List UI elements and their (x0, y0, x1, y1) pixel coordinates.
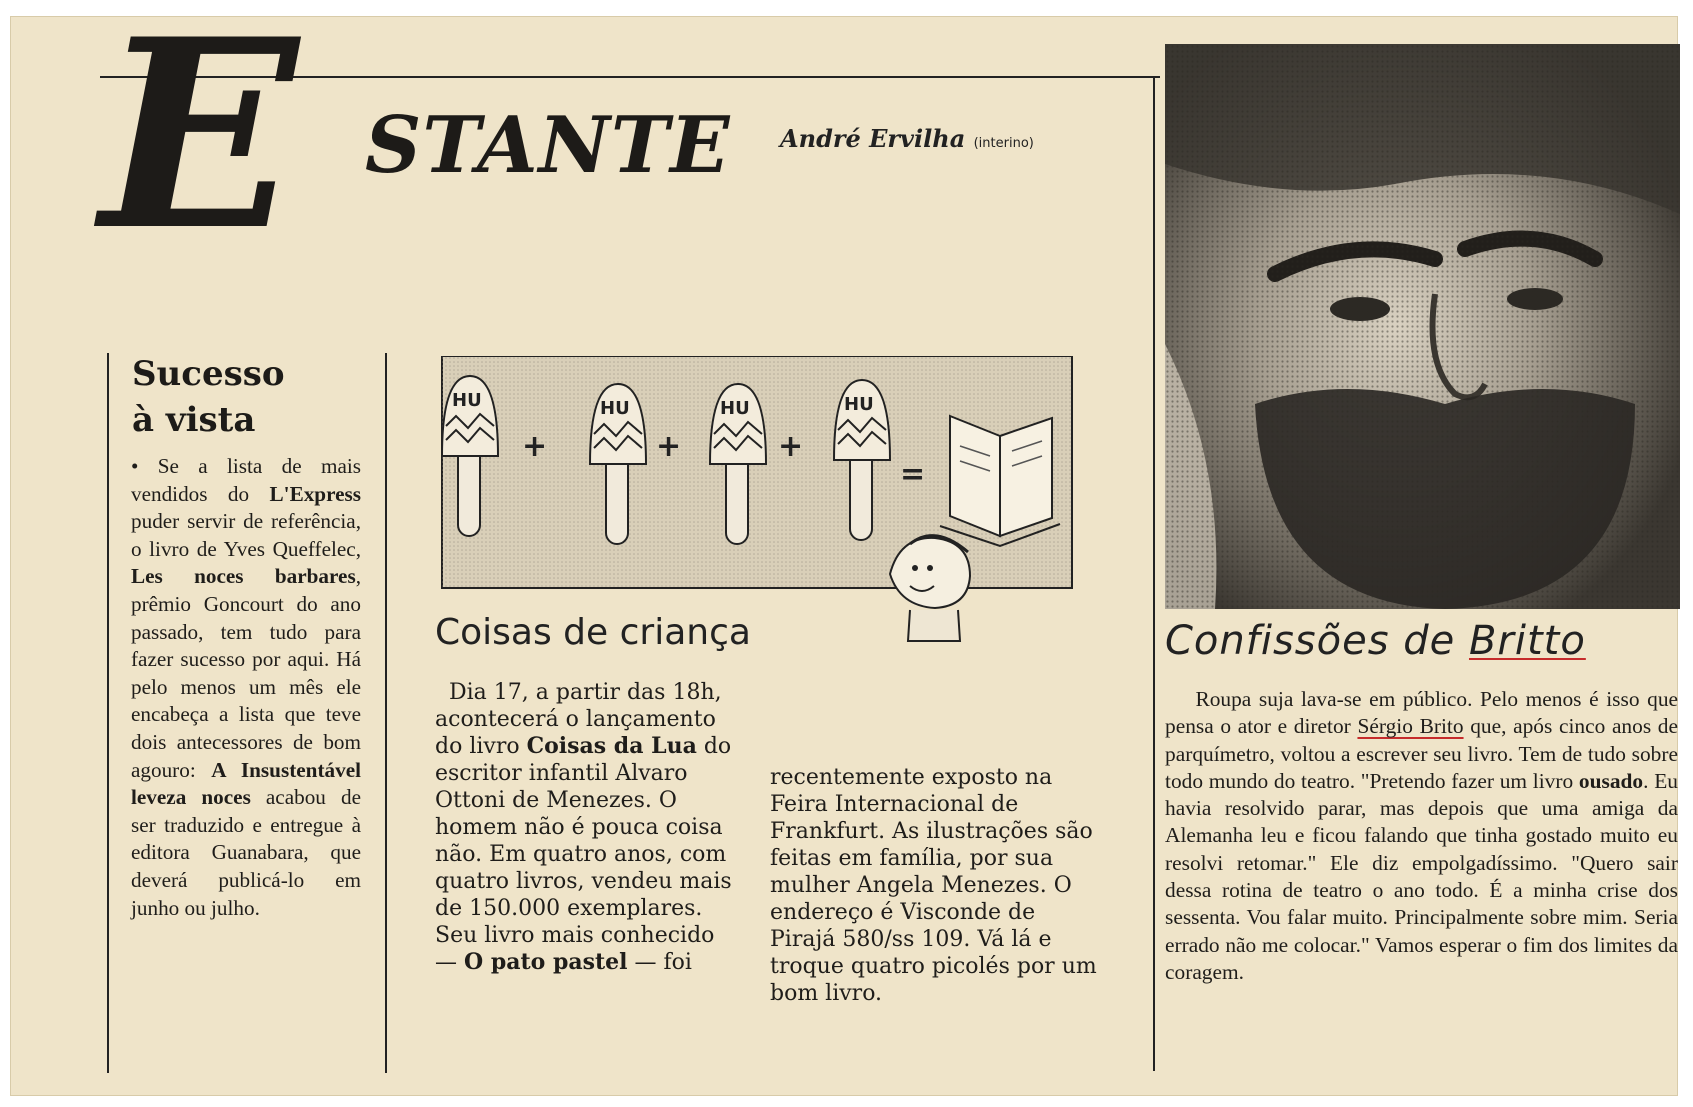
britto-headline (1165, 618, 1586, 664)
svg-text:HU: HU (600, 398, 630, 419)
britto-headline-name: Britto (1468, 618, 1586, 664)
column-rule (385, 353, 387, 1073)
coisas-article-body-left: Dia 17, a partir das 18h, acontecerá o lançamento do livro Coisas da Lua do escritor infantil Alvaro Ottoni de Menezes. O homem não é pouca coisa não. Em quatro anos, com quatro livros, vendeu mais de 150.000 exemplares. Seu livro mais conhecido — O pato pastel — foi (435, 680, 732, 975)
britto-headline-part1: Confissões de (1165, 618, 1469, 664)
plus-sign: + (656, 429, 682, 464)
newspaper-clipping (10, 0, 1679, 1096)
boy-character-icon (890, 536, 970, 641)
coisas-article-body-right: recentemente exposto na Feira Internacional de Frankfurt. As ilustrações são feitas em família, por sua mulher Angela Menezes. O endereço é Visconde de Pirajá 580/ss 109. Vá lá e troque quatro picolés por um bom livro. (770, 765, 1097, 1006)
masthead-title: STANTE (365, 100, 731, 191)
popsicle-cartoon-illustration (440, 356, 1082, 646)
sucesso-headline-line2: à vista (132, 400, 256, 440)
plus-sign: + (522, 429, 548, 464)
author-name: André Ervilha (780, 124, 966, 153)
svg-text:HU: HU (844, 394, 874, 415)
britto-article-body: Roupa suja lava-se em público. Pelo menos é isso que pensa o ator e diretor Sérgio Brito que, após cinco anos de parquímetro, voltou a escrever seu livro. Tem de tudo sobre todo mundo do teatro. "Pretendo fazer um livro ousado. Eu havia resolvido parar, mas depois que uma amiga da Alemanha leu e ficou falando que tinha gostado muito eu resolvi retomar." Ele diz empolgadíssimo. "Quero sair dessa rotina de teatro o ano todo. É a minha crise dos sessenta. Vou falar muito. Principalmente sobre mim. Seria errado não me colocar." Vamos esperar o fim dos limites da coragem. (1165, 687, 1679, 984)
sucesso-article-body: • Se a lista de mais vendidos do L'Express puder servir de referência, o livro de Yves Queffelec, Les noces barbares, prêmio Goncourt do ano passado, tem tudo para fazer sucesso por aqui. Há pelo menos um mês ele encabeça a lista que teve dois antecessores de bom agouro: A Insustentável leveza noces acabou de ser traduzido e entregue à editora Guanabara, que deverá publicá-lo em junho ou julho. (131, 454, 361, 920)
bullet-icon: • (131, 454, 139, 478)
plus-sign: + (778, 429, 804, 464)
person-name: Sérgio Brito (1357, 714, 1464, 739)
sucesso-headline-line1: Sucesso (132, 354, 285, 394)
svg-text:HU: HU (720, 398, 750, 419)
sucesso-headline (132, 351, 382, 443)
equals-sign: = (900, 457, 926, 492)
svg-text:HU: HU (452, 390, 482, 411)
column-rule (107, 353, 109, 1073)
coisas-headline: Coisas de criança (435, 612, 751, 653)
portrait-photo (1165, 44, 1680, 609)
masthead-initial: E (100, 0, 295, 288)
author-note: (interino) (973, 136, 1034, 151)
byline (780, 124, 1034, 153)
column-rule (1153, 76, 1155, 1071)
